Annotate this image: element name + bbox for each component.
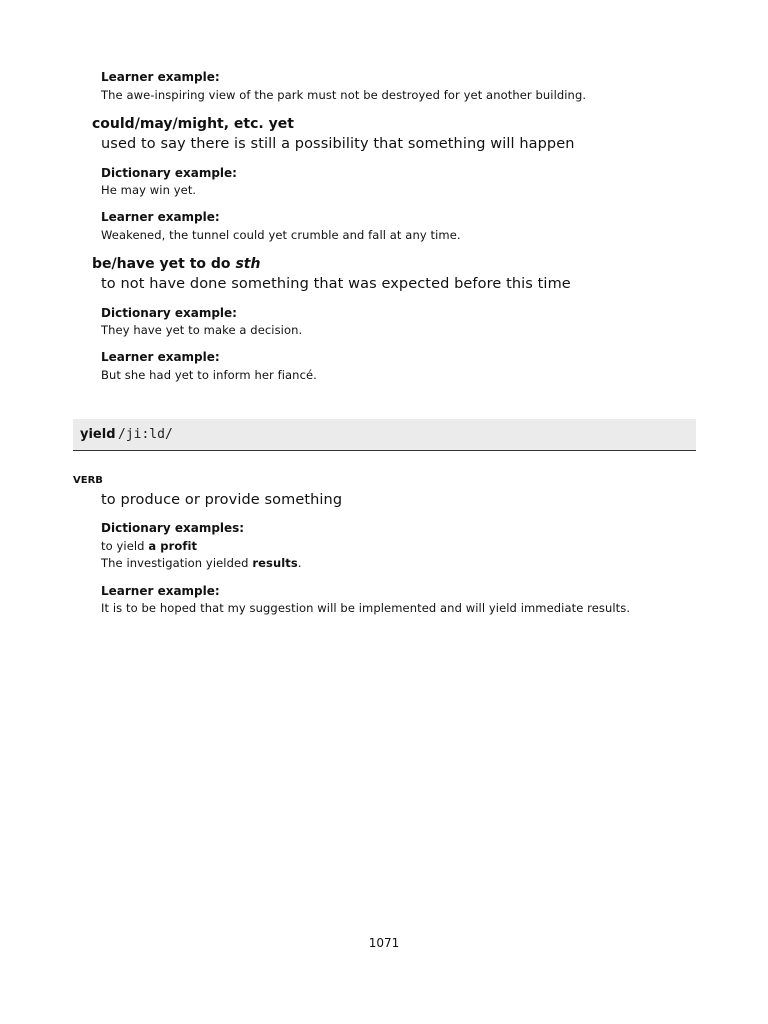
learner-example-label: Learner example: — [101, 584, 220, 598]
example-collocation: a profit — [148, 539, 198, 553]
example-collocation: results — [252, 556, 298, 570]
page-number: 1071 — [368, 936, 400, 950]
learner-example-text: It is to be hoped that my suggestion will be implemented and will yield immediate results. — [101, 601, 631, 615]
dictionary-example-text — [101, 556, 302, 570]
example-plain: The investigation yielded — [101, 556, 253, 570]
entry-header-bar — [73, 419, 696, 451]
phrase-definition: to not have done something that was expected before this time — [101, 276, 571, 292]
dictionary-example-label: Dictionary example: — [101, 166, 237, 180]
dictionary-example-label: Dictionary example: — [101, 306, 237, 320]
part-of-speech: VERB — [73, 475, 103, 486]
learner-example-text: Weakened, the tunnel could yet crumble and fall at any time. — [101, 228, 461, 242]
example-end: . — [297, 556, 302, 570]
dictionary-examples-label: Dictionary examples: — [101, 521, 245, 535]
headword: yield — [80, 427, 116, 442]
phrase-heading-italic: sth — [235, 256, 261, 272]
phrase-heading — [92, 256, 260, 272]
phrase-heading-main: be/have yet to do — [92, 256, 231, 272]
pronunciation: /ji:ld/ — [118, 427, 173, 442]
dictionary-example-text: They have yet to make a decision. — [101, 323, 303, 337]
learner-example-text: The awe-inspiring view of the park must not be destroyed for yet another building. — [101, 88, 587, 102]
learner-example-label: Learner example: — [101, 70, 220, 84]
phrase-definition: used to say there is still a possibility that something will happen — [101, 136, 575, 152]
learner-example-label: Learner example: — [101, 210, 220, 224]
phrase-heading: could/may/might, etc. yet — [92, 116, 294, 132]
learner-example-text: But she had yet to inform her fiancé. — [101, 368, 317, 382]
dictionary-example-text — [101, 539, 197, 553]
dictionary-example-text: He may win yet. — [101, 183, 197, 197]
example-plain: to yield — [101, 539, 149, 553]
learner-example-label: Learner example: — [101, 350, 220, 364]
entry-definition: to produce or provide something — [101, 492, 343, 508]
